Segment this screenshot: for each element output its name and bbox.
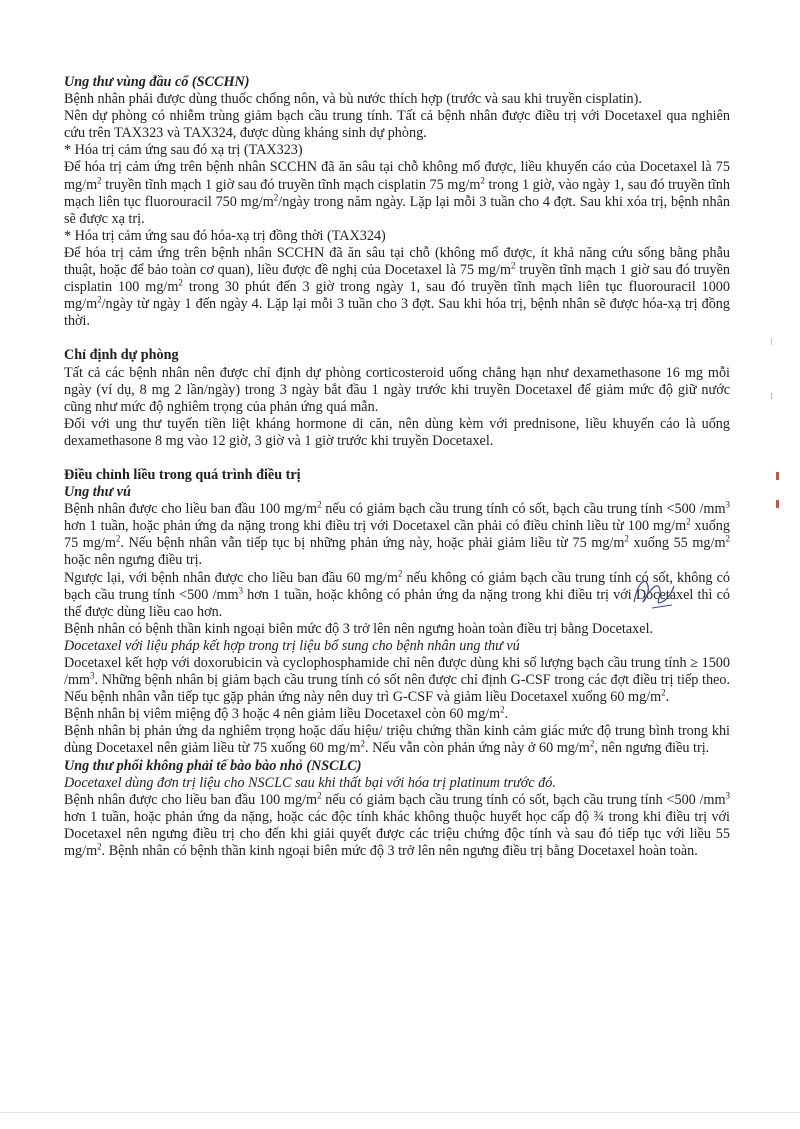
page-edge <box>0 1112 800 1113</box>
handwritten-initials-icon <box>628 572 678 612</box>
nsclc-subtitle: Docetaxel dùng đơn trị liệu cho NSCLC sau khi thất bại với hóa trị platinum trước đó. <box>64 774 556 791</box>
paragraph: Tất cả các bệnh nhân nên được chỉ định dự phòng corticosteroid uống chẳng hạn như dexamethasone 16 mg mỗi ngày (ví dụ, 8 mg 2 lần/ngày) trong 3 ngày bắt đầu 1 ngày trước khi truyền Docetaxel để giảm mức độ giữ nước cũng như mức độ nghiêm trọng của phản ứng quá mẫn. <box>64 364 730 415</box>
adjuvant-paragraph-1: Docetaxel kết hợp với doxorubicin và cyclophosphamide chỉ nên được dùng khi số lượng bạch cầu trung tính ≥ 1500 $/mm^3$. Những bệnh nhân bị giảm bạch cầu trung tính có sốt nên được chỉ định G-CSF trong các đợt điều trị tiếp theo. Nếu bệnh nhân vẫn tiếp tục gặp phản ứng này nên duy trì G-CSF và giảm liều Docetaxel xuống 60 $mg/m^2$. <box>64 655 730 706</box>
subsection-title-adjuvant: Docetaxel với liệu pháp kết hợp trong trị liệu bổ sung cho bệnh nhân ung thư vú <box>64 637 520 654</box>
nsclc-paragraph: Bệnh nhân được cho liều ban đầu 100 $mg/m^2$ nếu có giảm bạch cầu trung tính có sốt, bạch cầu trung tính <500 $/mm^3$ hơn 1 tuần, hoặc phản ứng da nặng, hoặc các độc tính khác không thuộc huyết học cấp độ ¾ trong khi điều trị với Docetaxel nên ngưng điều trị cho đến khi giải quyết được các triệu chứng độc tính và sau đó tiếp tục với liều 55 $mg/m^2$. Bệnh nhân có bệnh thần kinh ngoại biên mức độ 3 trở lên nên ngưng điều trị bằng Docetaxel hoàn toàn. <box>64 790 730 860</box>
paragraph: Đối với ung thư tuyến tiền liệt kháng hormone di căn, nên dùng kèm với prednisone, liều khuyến cáo là uống dexamethasone 8 mg vào 12 giờ, 3 giờ và 1 giờ trước khi truyền Docetaxel. <box>64 415 730 449</box>
breast-paragraph-1: Bệnh nhân được cho liều ban đầu 100 $mg/m^2$ nếu có giảm bạch cầu trung tính có sốt, bạch cầu trung tính <500 $/mm^3$ hơn 1 tuần, hoặc phản ứng da nặng trong khi điều trị với Docetaxel cần phải có điều chỉnh liều từ 100 $mg/m^2$ xuống 75 $mg/m^2$. Nếu bệnh nhân vẫn tiếp tục bị những phản ứng này, hoặc phải giảm liều từ 75 $mg/m^2$ xuống 55 $mg/m^2$ hoặc nên ngưng điều trị. <box>64 499 731 569</box>
subsection-title-nsclc: Ung thư phổi không phải tế bào bào nhỏ (NSCLC) <box>64 757 362 774</box>
tax323-paragraph: Để hóa trị cảm ứng trên bệnh nhân SCCHN đã ăn sâu tại chỗ không mổ được, liều khuyến cáo của Docetaxel là 75 $mg/m^2$ truyền tĩnh mạch 1 giờ sau đó truyền tĩnh mạch cisplatin 75 $mg/m^2$ trong 1 giờ, vào ngày 1, sau đó truyền tĩnh mạch liên tục fluorouracil 750 $mg/m^2$/ngày trong năm ngày. Lặp lại mỗi 3 tuần cho 4 đợt. Sau khi xóa trị, bệnh nhân sẽ được xạ trị. <box>64 159 730 227</box>
paragraph: Nên dự phòng có nhiễm trùng giảm bạch cầu trung tính. Tất cả bệnh nhân được điều trị với Docetaxel qua nghiên cứu trên TAX323 và TAX324, được dùng kháng sinh dự phòng. <box>64 108 730 142</box>
subsection-title-breast: Ung thư vú <box>64 484 131 501</box>
tax323-label: * Hóa trị cảm ứng sau đó xạ trị (TAX323) <box>64 142 303 159</box>
tax324-paragraph: Để hóa trị cảm ứng trên bệnh nhân SCCHN đã ăn sâu tại chỗ (không mổ được, ít khả năng cứu sống bằng phẫu thuật, hoặc để bảo toàn cơ quan), liều được đề nghị của Docetaxel là 75 $mg/m^2$ truyền tĩnh mạch 1 giờ sau đó truyền cisplatin 100 $mg/m^2$ trong 30 phút đến 3 giờ trong ngày 1, sau đó truyền tĩnh mạch liên tục fluorouracil 1000 $mg/m^2$/ngày từ ngày 1 đến ngày 4. Lặp lại mỗi 3 tuần cho 3 đợt. Sau khi hóa trị, bệnh nhân sẽ được hóa-xạ trị đồng thời. <box>64 244 730 330</box>
document-page <box>64 74 730 860</box>
breast-paragraph-3: Bệnh nhân có bệnh thần kinh ngoại biên mức độ 3 trở lên nên ngưng hoàn toàn điều trị bằng Docetaxel. <box>64 620 654 637</box>
margin-mark: ⁞ <box>770 392 773 402</box>
margin-tick <box>776 500 779 508</box>
breast-paragraph-2: Ngược lại, với bệnh nhân được cho liều ban đầu 60 $mg/m^2$ nếu không có giảm bạch cầu trung tính có sốt, không có bạch cầu trung tính <500 $/mm^3$ hơn 1 tuần, hoặc không có phản ứng da nặng trong khi điều trị với Docetaxel thì có thể được dùng liều cao hơn. <box>64 567 730 620</box>
adjuvant-paragraph-2: Bệnh nhân bị viêm miệng độ 3 hoặc 4 nên giảm liều Docetaxel còn 60 $mg/m^2$. <box>64 704 509 723</box>
margin-tick <box>776 472 779 480</box>
paragraph: Bệnh nhân phải được dùng thuốc chống nôn, và bù nước thích hợp (trước và sau khi truyền cisplatin). <box>64 91 642 108</box>
margin-mark: ⁝ <box>770 338 773 348</box>
section-title-dose-adjustment: Điều chỉnh liều trong quá trình điều trị <box>64 466 301 483</box>
tax324-label: * Hóa trị cảm ứng sau đó hóa-xạ trị đồng thời (TAX324) <box>64 227 386 244</box>
section-title-scchn: Ung thư vùng đầu cổ (SCCHN) <box>64 74 250 90</box>
adjuvant-paragraph-3: Bệnh nhân bị phản ứng da nghiêm trọng hoặc dấu hiệu/ triệu chứng thần kinh cảm giác mức độ trung bình trong khi dùng Docetaxel nên giảm liều từ 75 xuống 60 $mg/m^2$. Nếu vẫn còn phản ứng này ở 60 $mg/m^2$, nên ngưng điều trị. <box>64 723 730 757</box>
section-title-prophylaxis: Chỉ định dự phòng <box>64 347 179 364</box>
